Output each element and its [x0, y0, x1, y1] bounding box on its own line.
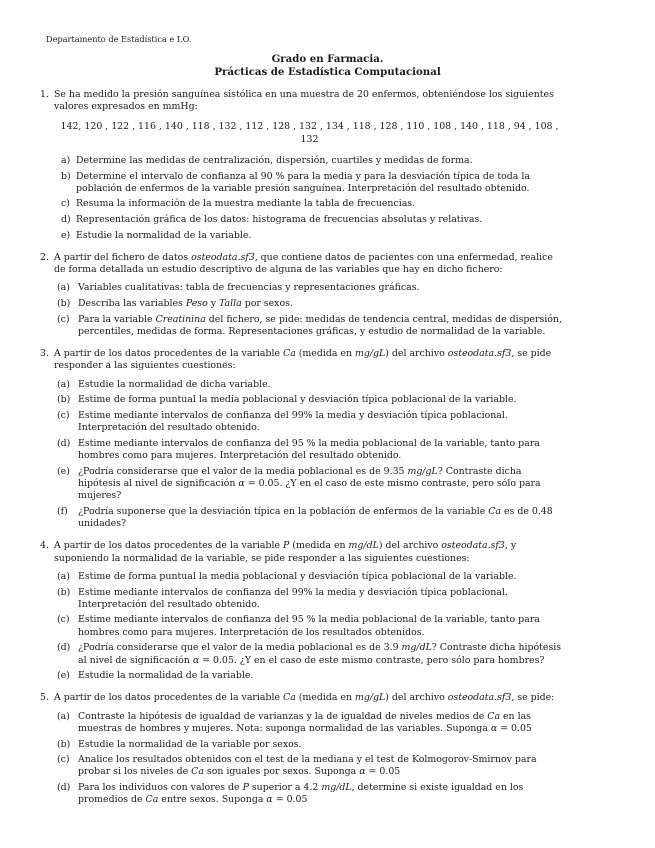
sub-question [54, 282, 565, 294]
course-title: Grado en Farmacia. [271, 53, 384, 65]
sub-question [54, 438, 565, 462]
sub-question-text: Determine el intervalo de confianza al 90 % para la media y para la desviación típica de toda la población de enfermos de la variable presión sanguínea. Interpretación del resultado obtenido. [76, 170, 530, 194]
sub-question [54, 214, 565, 226]
sub-question-label: (c) [57, 410, 70, 422]
sub-question [54, 298, 565, 310]
problem-2 [40, 252, 565, 338]
sub-question-text: Analice los resultados obtenidos con el test de la mediana y el test de Kolmogorov-Smirnov para probar si los niveles de Ca son iguales por sexos. Suponga α = 0.05 [78, 754, 537, 778]
problem-statement: Se ha medido la presión sanguínea sistólica en una muestra de 20 enfermos, obteniéndose los siguientes valores expresados en mmHg: [54, 89, 554, 113]
problem-statement: A partir de los datos procedentes de la variable Ca (medida en mg/gL) del archivo osteodata.sf3, se pide responder a las siguientes cuestiones: [54, 348, 552, 372]
sub-question [54, 739, 565, 751]
problem-number: 1. [40, 89, 49, 100]
sub-question [54, 466, 565, 503]
data-values: 142, 120 , 122 , 116 , 140 , 118 , 132 , 112 , 128 , 132 , 134 , 118 , 128 , 110 , 108 , 140 , 118 , 94 , 108 , 132 [60, 121, 559, 145]
sub-question-text: Estudie la normalidad de la variable por sexos. [78, 738, 302, 750]
sub-question [54, 155, 565, 167]
sub-question [54, 754, 565, 778]
sub-question-list [54, 282, 565, 338]
sub-question-text: ¿Podría considerarse que el valor de la media poblacional es de 9.35 mg/gL? Contraste dicha hipótesis al nivel de significación α = 0.05. ¿Y en el caso de este mismo contraste, pero sólo para mujeres? [78, 465, 541, 502]
sub-question [54, 198, 565, 210]
sub-question-text: Estime mediante intervalos de confianza del 99% la media y desviación típica poblacional. Interpretación del resultado obtenido. [78, 410, 508, 434]
problem-number: 4. [40, 540, 49, 552]
sub-question-label: e) [61, 229, 71, 241]
sub-question-label: (b) [57, 738, 71, 750]
sub-question-label: (c) [57, 313, 70, 325]
sub-question-label: (e) [57, 670, 70, 682]
sub-question [54, 379, 565, 391]
problem-1 [40, 89, 565, 242]
problem-5 [40, 692, 565, 806]
sub-question-label: (a) [57, 378, 70, 390]
sub-question-text: Estime mediante intervalos de confianza del 95 % la media poblacional de la variable, tanto para hombres como para mujeres. Interpretación del resultado obtenido. [78, 437, 540, 462]
problem-statement: A partir de los datos procedentes de la variable P (medida en mg/dL) del archivo osteodata.sf3, y suponiendo la normalidad de la variable, se pide responder a las siguientes cuestiones: [54, 540, 517, 564]
sub-question-label: b) [61, 170, 71, 182]
sub-question [54, 642, 565, 666]
department-header: Departamento de Estadística e I.O. [46, 34, 192, 44]
sub-question-text: Estime mediante intervalos de confianza del 99% la media y desviación típica poblacional. Interpretación del resultado obtenido. [78, 586, 508, 610]
sub-question [54, 782, 565, 806]
sub-question-label: (f) [57, 505, 68, 517]
sub-question-label: (a) [57, 570, 70, 582]
sub-question-text: Estime mediante intervalos de confianza del 95 % la media poblacional de la variable, tanto para hombres como para mujeres. Interpretación de los resultados obtenidos. [78, 614, 540, 638]
sub-question [54, 711, 565, 735]
sub-question-text: Estudie la normalidad de dicha variable. [78, 378, 271, 390]
problem-number: 3. [40, 348, 49, 360]
sub-question-label: (d) [57, 437, 71, 449]
sub-question-label: d) [61, 214, 71, 226]
sub-question-list [54, 571, 565, 683]
problem-statement: A partir del fichero de datos osteodata.sf3, que contiene datos de pacientes con una enfermedad, realice de forma detallada un estudio descriptivo de alguna de las variables que hay en dicho fichero: [54, 252, 553, 276]
sub-question-text: Estudie la normalidad de la variable. [78, 670, 254, 682]
sub-question [54, 506, 565, 530]
sub-question [54, 394, 565, 406]
sub-question-text: Resuma la información de la muestra mediante la tabla de frecuencias. [76, 198, 416, 210]
sub-question [54, 571, 565, 583]
sub-question-label: c) [61, 198, 70, 210]
sub-question-label: (b) [57, 394, 71, 406]
sub-question [54, 670, 565, 682]
sub-question-list [54, 155, 565, 242]
problem-3 [40, 348, 565, 530]
sub-question-text: Representación gráfica de los datos: histograma de frecuencias absolutas y relativas. [76, 214, 483, 226]
sub-question-list [54, 379, 565, 531]
sub-question-text: Determine las medidas de centralización, dispersión, cuartiles y medidas de forma. [76, 154, 473, 166]
sub-question-text: Estime de forma puntual la media poblacional y desviación típica poblacional de la variable. [78, 570, 517, 582]
sub-question-label: a) [61, 154, 71, 166]
sub-question-label: (d) [57, 642, 71, 654]
sub-question-list [54, 711, 565, 807]
problem-number: 2. [40, 252, 49, 264]
problem-4 [40, 540, 565, 682]
sub-question-label: (d) [57, 782, 71, 794]
sub-question-text: Para los individuos con valores de P superior a 4.2 mg/dL, determine si existe igualdad en los promedios de Ca entre sexos. Suponga α = 0.05 [78, 782, 524, 806]
sub-question-label: (e) [57, 465, 70, 477]
problem-list [40, 89, 565, 817]
sub-question-label: (a) [57, 282, 70, 294]
sub-question [54, 314, 565, 338]
sub-question-text: Contraste la hipótesis de igualdad de varianzas y la de igualdad de niveles medios de Ca en las muestras de hombres y mujeres. Nota: suponga normalidad de las variables. Suponga α = 0.05 [78, 710, 532, 734]
sub-question-text: Estime de forma puntual la media poblacional y desviación típica poblacional de la variable. [78, 394, 517, 406]
sub-question [54, 230, 565, 242]
sub-question [54, 410, 565, 434]
title-block [0, 53, 655, 79]
sub-question-label: (b) [57, 586, 71, 598]
sub-question-text: Describa las variables Peso y Talla por sexos. [78, 298, 293, 310]
sub-question-label: (a) [57, 710, 70, 722]
sub-question-text: ¿Podría suponerse que la desviación típica en la población de enfermos de la variable Ca es de 0.48 unidades? [78, 505, 553, 530]
sub-question-label: (c) [57, 614, 70, 626]
sub-question-label: (b) [57, 298, 71, 310]
sub-question-text: Para la variable Creatinina del fichero, se pide: medidas de tendencia central, medidas de dispersión, percentiles, medidas de forma. Representaciones gráficas, y estudio de normalidad de la variable. [78, 313, 562, 338]
problem-number: 5. [40, 692, 49, 704]
sub-question [54, 614, 565, 638]
sub-question [54, 587, 565, 611]
sub-question-label: (c) [57, 754, 70, 766]
problem-statement: A partir de los datos procedentes de la variable Ca (medida en mg/gL) del archivo osteodata.sf3, se pide: [54, 692, 555, 704]
practice-title: Prácticas de Estadística Computacional [214, 66, 441, 78]
sub-question-text: ¿Podría considerarse que el valor de la media poblacional es de 3.9 mg/dL? Contraste dicha hipótesis al nivel de significación α = 0.05. ¿Y en el caso de este mismo contraste, pero sólo para hombres? [78, 642, 562, 666]
sub-question [54, 171, 565, 195]
sub-question-text: Estudie la normalidad de la variable. [76, 229, 252, 241]
sub-question-text: Variables cualitativas: tabla de frecuencias y representaciones gráficas. [78, 282, 420, 294]
